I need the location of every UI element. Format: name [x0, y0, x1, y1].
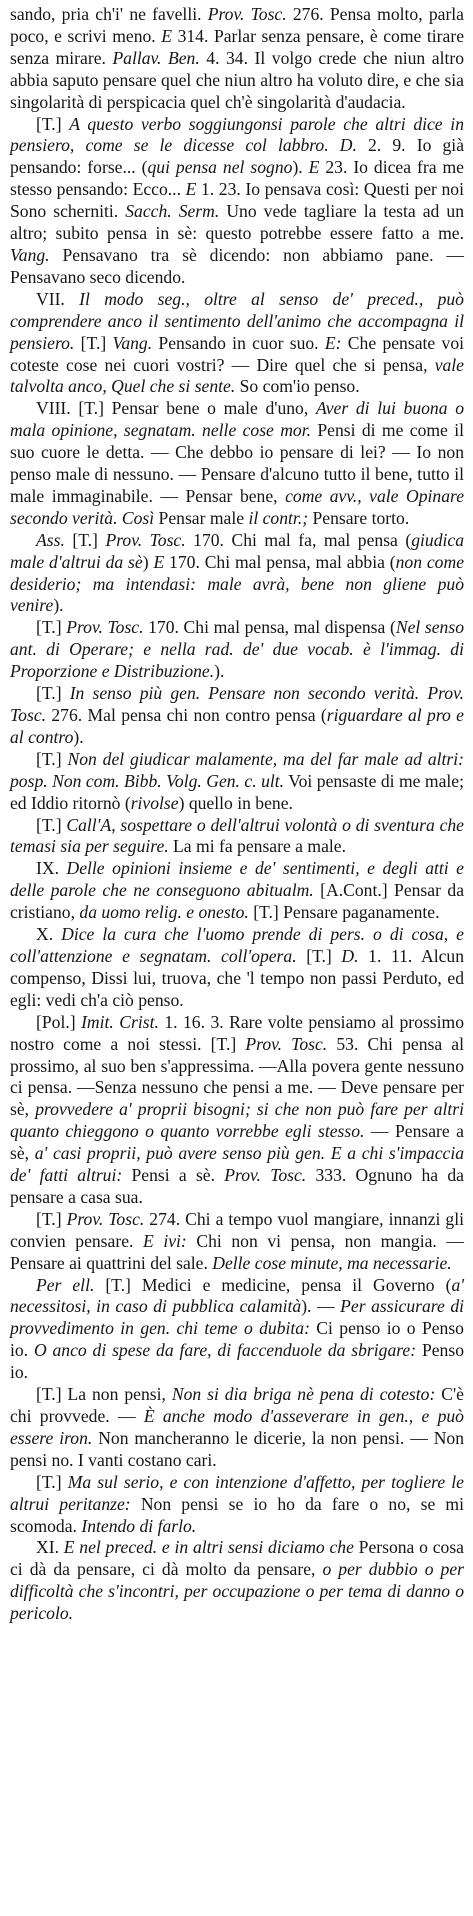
- italic-text: Ass.: [36, 529, 65, 550]
- entry-paragraph: [10, 1209, 464, 1275]
- roman-text: 4. 34. Il volgo crede che niun altro abbia saputo pensare quel che niun altro ha voluto dire, e che sia singolarità di perspicacia quel ch'è singolarità d'audacia.: [10, 47, 464, 112]
- roman-text: Pensavano tra sè dicendo: non abbiamo pane. — Pensavano seco dicendo.: [10, 244, 464, 287]
- italic-text: qui pensa nel sogno: [147, 157, 293, 178]
- entry-paragraph: [10, 1384, 464, 1472]
- roman-text: [T.]: [36, 1471, 68, 1492]
- roman-text: 53. Chi pensa al prossimo, al suo ben s'appressima. —Alla povera gente nessuno ci pensa. —Senza nessuno che pensi a me. — Deve pensare per sè,: [10, 1033, 465, 1120]
- italic-text: O anco di spese da fare, di faccenduole da sbrigare:: [33, 1340, 417, 1361]
- italic-text: Il modo seg., oltre al senso de' preced., può comprendere anco il sentimento dell'animo che accompagna il pensiero.: [10, 288, 464, 353]
- roman-text: ).: [73, 726, 84, 747]
- roman-text: [T.] La non pensi,: [36, 1384, 172, 1405]
- roman-text: 2. 9. Io già pensando: forse... (: [10, 135, 465, 178]
- roman-text: Che pensate voi coteste cose nei cuori vostri? — Dire quel che si pensa,: [10, 332, 465, 375]
- roman-text: Pensi di me come il suo cuore le detta. — Che debbo io pensare di lei? — Io non penso male di nessuno. — Pensare d'alcuno tutto il bene, tutto il male immaginabile. — Pensar bene,: [10, 420, 464, 506]
- roman-text: Voi pensaste di me male; ed Iddio ritornò (: [10, 770, 464, 813]
- italic-text: Prov. Tosc.: [245, 1033, 328, 1054]
- italic-text: Delle opinioni insieme e de' sentimenti, e degli atti e delle parole che ne conseguono abitualm.: [10, 858, 464, 901]
- italic-text: In senso più gen. Pensare non secondo verità. Prov. Tosc.: [10, 683, 464, 725]
- roman-text: So com'io penso.: [235, 376, 360, 397]
- italic-text: o per dubbio o per difficoltà che s'incontri, per occupazione o per tema di danno o pericolo.: [10, 1559, 464, 1624]
- italic-text: E:: [324, 332, 342, 353]
- roman-text: [T.]: [36, 1208, 67, 1229]
- sense-X-paragraph: [10, 924, 464, 1012]
- italic-text: come avv., vale Opinare secondo verità. Così: [10, 485, 464, 528]
- roman-text: [T.]: [36, 617, 67, 638]
- roman-text: [T.] Medici e medicine, pensa il Governo (: [94, 1274, 452, 1295]
- roman-text: 1. 16. 3. Rare volte pensiamo al prossimo nostro come a noi stessi. [T.]: [10, 1011, 465, 1054]
- roman-text: X.: [36, 924, 62, 945]
- roman-text: VII.: [36, 288, 80, 309]
- roman-text: Chi non vi pensa, non mangia. — Pensare ai quattrini del sale.: [10, 1230, 464, 1273]
- entry-paragraph: [10, 114, 464, 289]
- italic-text: Per assicurare di provvedimento in gen. chi teme o dubita:: [10, 1296, 465, 1339]
- roman-text: [A.Cont.] Pensar da cristiano,: [10, 880, 464, 923]
- italic-text: riguardare al pro e al contro: [10, 705, 464, 747]
- roman-text: [T.]: [296, 945, 342, 966]
- roman-text: ). —: [301, 1296, 341, 1317]
- roman-text: Non mancheranno le dicerie, la non pensi. — Non pensi no. I vanti costano cari.: [10, 1427, 464, 1470]
- roman-text: 276. Pensa molto, parla poco, e scrivi meno.: [10, 4, 464, 46]
- italic-text: Sacch. Serm.: [125, 201, 220, 222]
- italic-text: Prov. Tosc.: [66, 1208, 145, 1229]
- italic-text: Non del giudicar malamente, ma del far male ad altri: posp. Non com. Bibb. Volg. Gen. c. ult.: [10, 748, 464, 791]
- roman-text: IX.: [36, 858, 67, 879]
- italic-text: A questo verbo soggiungonsi parole che altri dice in pensiero, come se le dicesse col labbro. D.: [10, 113, 464, 156]
- italic-text: rivolse: [130, 792, 179, 813]
- roman-text: ).: [53, 595, 64, 616]
- roman-text: [T.]: [36, 814, 67, 835]
- roman-text: ) quello in bene.: [178, 792, 293, 813]
- italic-text: E ivi:: [143, 1230, 187, 1251]
- italic-text: Call'A, sospettare o dell'altrui volontà o di sventura che temasi sia per seguire.: [10, 814, 464, 857]
- roman-text: [T.]: [74, 332, 113, 353]
- roman-text: [T.]: [36, 748, 68, 769]
- roman-text: 170. Chi mal fa, mal pensa (: [185, 529, 412, 550]
- roman-text: Pensare torto.: [308, 507, 410, 528]
- roman-text: 1. 11. Alcun compenso, Dissi lui, truova, che 'l tempo non passi Perduto, ed egli: vedi ch'a ciò penso.: [10, 945, 464, 1010]
- sense-IX-paragraph: [10, 858, 464, 924]
- roman-text: Penso io.: [10, 1340, 464, 1383]
- entry-paragraph: [10, 683, 464, 749]
- roman-text: 170. Chi mal pensa, mal abbia (: [164, 551, 396, 572]
- roman-text: 314. Parlar senza pensare, è come tirare senza mirare.: [10, 25, 465, 68]
- roman-text: [T.] Pensare paganamente.: [248, 902, 440, 923]
- roman-text: Pensi a sè.: [122, 1165, 225, 1186]
- roman-text: [Pol.]: [36, 1011, 82, 1032]
- italic-text: Non si dia briga nè pena di cotesto:: [171, 1384, 436, 1405]
- roman-text: Ci penso io o Penso io.: [10, 1318, 464, 1361]
- entry-paragraph: [10, 617, 464, 683]
- italic-text: Nel senso ant. di Operare; e nella rad. de' due vocab. è l'immag. di Proporzione e Distribuzione.: [10, 617, 464, 682]
- italic-text: da uomo relig. e onesto.: [79, 902, 249, 923]
- roman-text: ).: [292, 157, 309, 178]
- italic-text: provvedere a' proprii bisogni; si che non può fare per altri quanto chieggono o quanto vorrebbe egli stesso.: [10, 1099, 465, 1142]
- entry-paragraph: [10, 749, 464, 815]
- italic-text: vale talvolta anco, Quel che si sente.: [10, 354, 464, 397]
- italic-text: Prov. Tosc.: [207, 4, 287, 24]
- roman-text: VIII. [T.] Pensar bene o male d'uno,: [36, 398, 316, 419]
- roman-text: 276. Mal pensa chi non contro pensa (: [46, 705, 327, 725]
- sense-XI-paragraph: [10, 1537, 464, 1625]
- italic-text: Vang.: [10, 244, 50, 265]
- italic-text: E nel preced. e in altri sensi diciamo che: [63, 1537, 354, 1558]
- roman-text: 274. Chi a tempo vuol mangiare, innanzi gli convien pensare.: [10, 1208, 464, 1251]
- roman-text: [T.]: [36, 683, 70, 704]
- italic-text: È anche modo d'asseverare in gen., e può essere iron.: [10, 1406, 464, 1448]
- italic-text: a' necessitosi, in caso di pubblica calamità: [10, 1274, 464, 1317]
- roman-text: Non pensi se io ho da fare o no, se mi scomoda.: [10, 1493, 465, 1536]
- roman-text: Pensando in cuor suo.: [152, 332, 325, 353]
- entry-paragraph: [10, 1275, 464, 1385]
- roman-text: 1. 23. Io pensava così: Questi per noi Sono scherniti.: [10, 179, 464, 222]
- italic-text: il contr.;: [248, 507, 309, 528]
- roman-text: 170. Chi mal pensa, mal dispensa (: [143, 617, 396, 638]
- italic-text: Aver di lui buona o mala opinione, segnatam. nelle cose mor.: [10, 398, 465, 441]
- roman-text: XI.: [36, 1537, 64, 1558]
- italic-text: Pallav. Ben.: [112, 47, 200, 68]
- roman-text: 23. Io dicea fra me stesso pensando: Ecco...: [10, 157, 464, 200]
- roman-text: sando, pria ch'i' ne favelli.: [10, 4, 208, 24]
- italic-text: a' casi proprii, può avere senso più gen. E a chi s'impaccia de' fatti altrui:: [10, 1143, 464, 1186]
- roman-text: Pensar male: [154, 507, 249, 528]
- roman-text: C'è chi provvede. —: [10, 1384, 464, 1426]
- roman-text: [T.]: [36, 113, 70, 134]
- roman-text: La mi fa pensare a male.: [168, 836, 346, 857]
- italic-text: E: [185, 179, 197, 200]
- roman-text: ).: [214, 661, 225, 682]
- entry-paragraph: [10, 815, 464, 859]
- italic-text: E: [161, 25, 173, 46]
- sense-VIII-paragraph: [10, 398, 464, 529]
- italic-text: Prov. Tosc.: [224, 1165, 307, 1186]
- roman-text: ): [142, 551, 154, 572]
- italic-text: E: [153, 551, 165, 572]
- roman-text: Uno vede tagliare la testa ad un altro; subito pensa in sè: questo potrebbe essere fatto a me.: [10, 201, 464, 244]
- italic-text: Dice la cura che l'uomo prende di pers. o di cosa, e coll'attenzione e segnatam. coll'opera.: [10, 924, 464, 966]
- italic-text: giudica male d'altrui da sè: [10, 529, 465, 572]
- italic-text: Ma sul serio, e con intenzione d'affetto, per togliere le altrui peritanze:: [10, 1471, 464, 1514]
- roman-text: 333. Ognuno ha da pensare a casa sua.: [10, 1165, 464, 1207]
- italic-text: E: [308, 157, 320, 178]
- italic-text: Vang.: [112, 332, 153, 353]
- italic-text: Imit. Crist.: [81, 1011, 159, 1032]
- italic-text: Per ell.: [36, 1274, 95, 1295]
- italic-text: Prov. Tosc.: [66, 617, 144, 638]
- sense-VII-paragraph: [10, 289, 464, 399]
- roman-text: — Pensare a sè,: [10, 1121, 464, 1164]
- entry-paragraph: [10, 530, 464, 618]
- italic-text: non come desiderio; ma intendasi: male avrà, bene non gliene può venire: [10, 551, 464, 616]
- italic-text: Intendo di farlo.: [81, 1515, 197, 1536]
- italic-text: Delle cose minute, ma necessarie.: [212, 1252, 452, 1273]
- italic-text: D.: [341, 945, 359, 966]
- entry-paragraph: [10, 4, 464, 114]
- entry-paragraph: [10, 1472, 464, 1538]
- italic-text: Prov. Tosc.: [105, 529, 186, 550]
- roman-text: Persona o cosa ci dà da pensare, ci dà molto da pensare,: [10, 1537, 464, 1580]
- roman-text: [T.]: [64, 529, 106, 550]
- entry-paragraph: [10, 1012, 464, 1209]
